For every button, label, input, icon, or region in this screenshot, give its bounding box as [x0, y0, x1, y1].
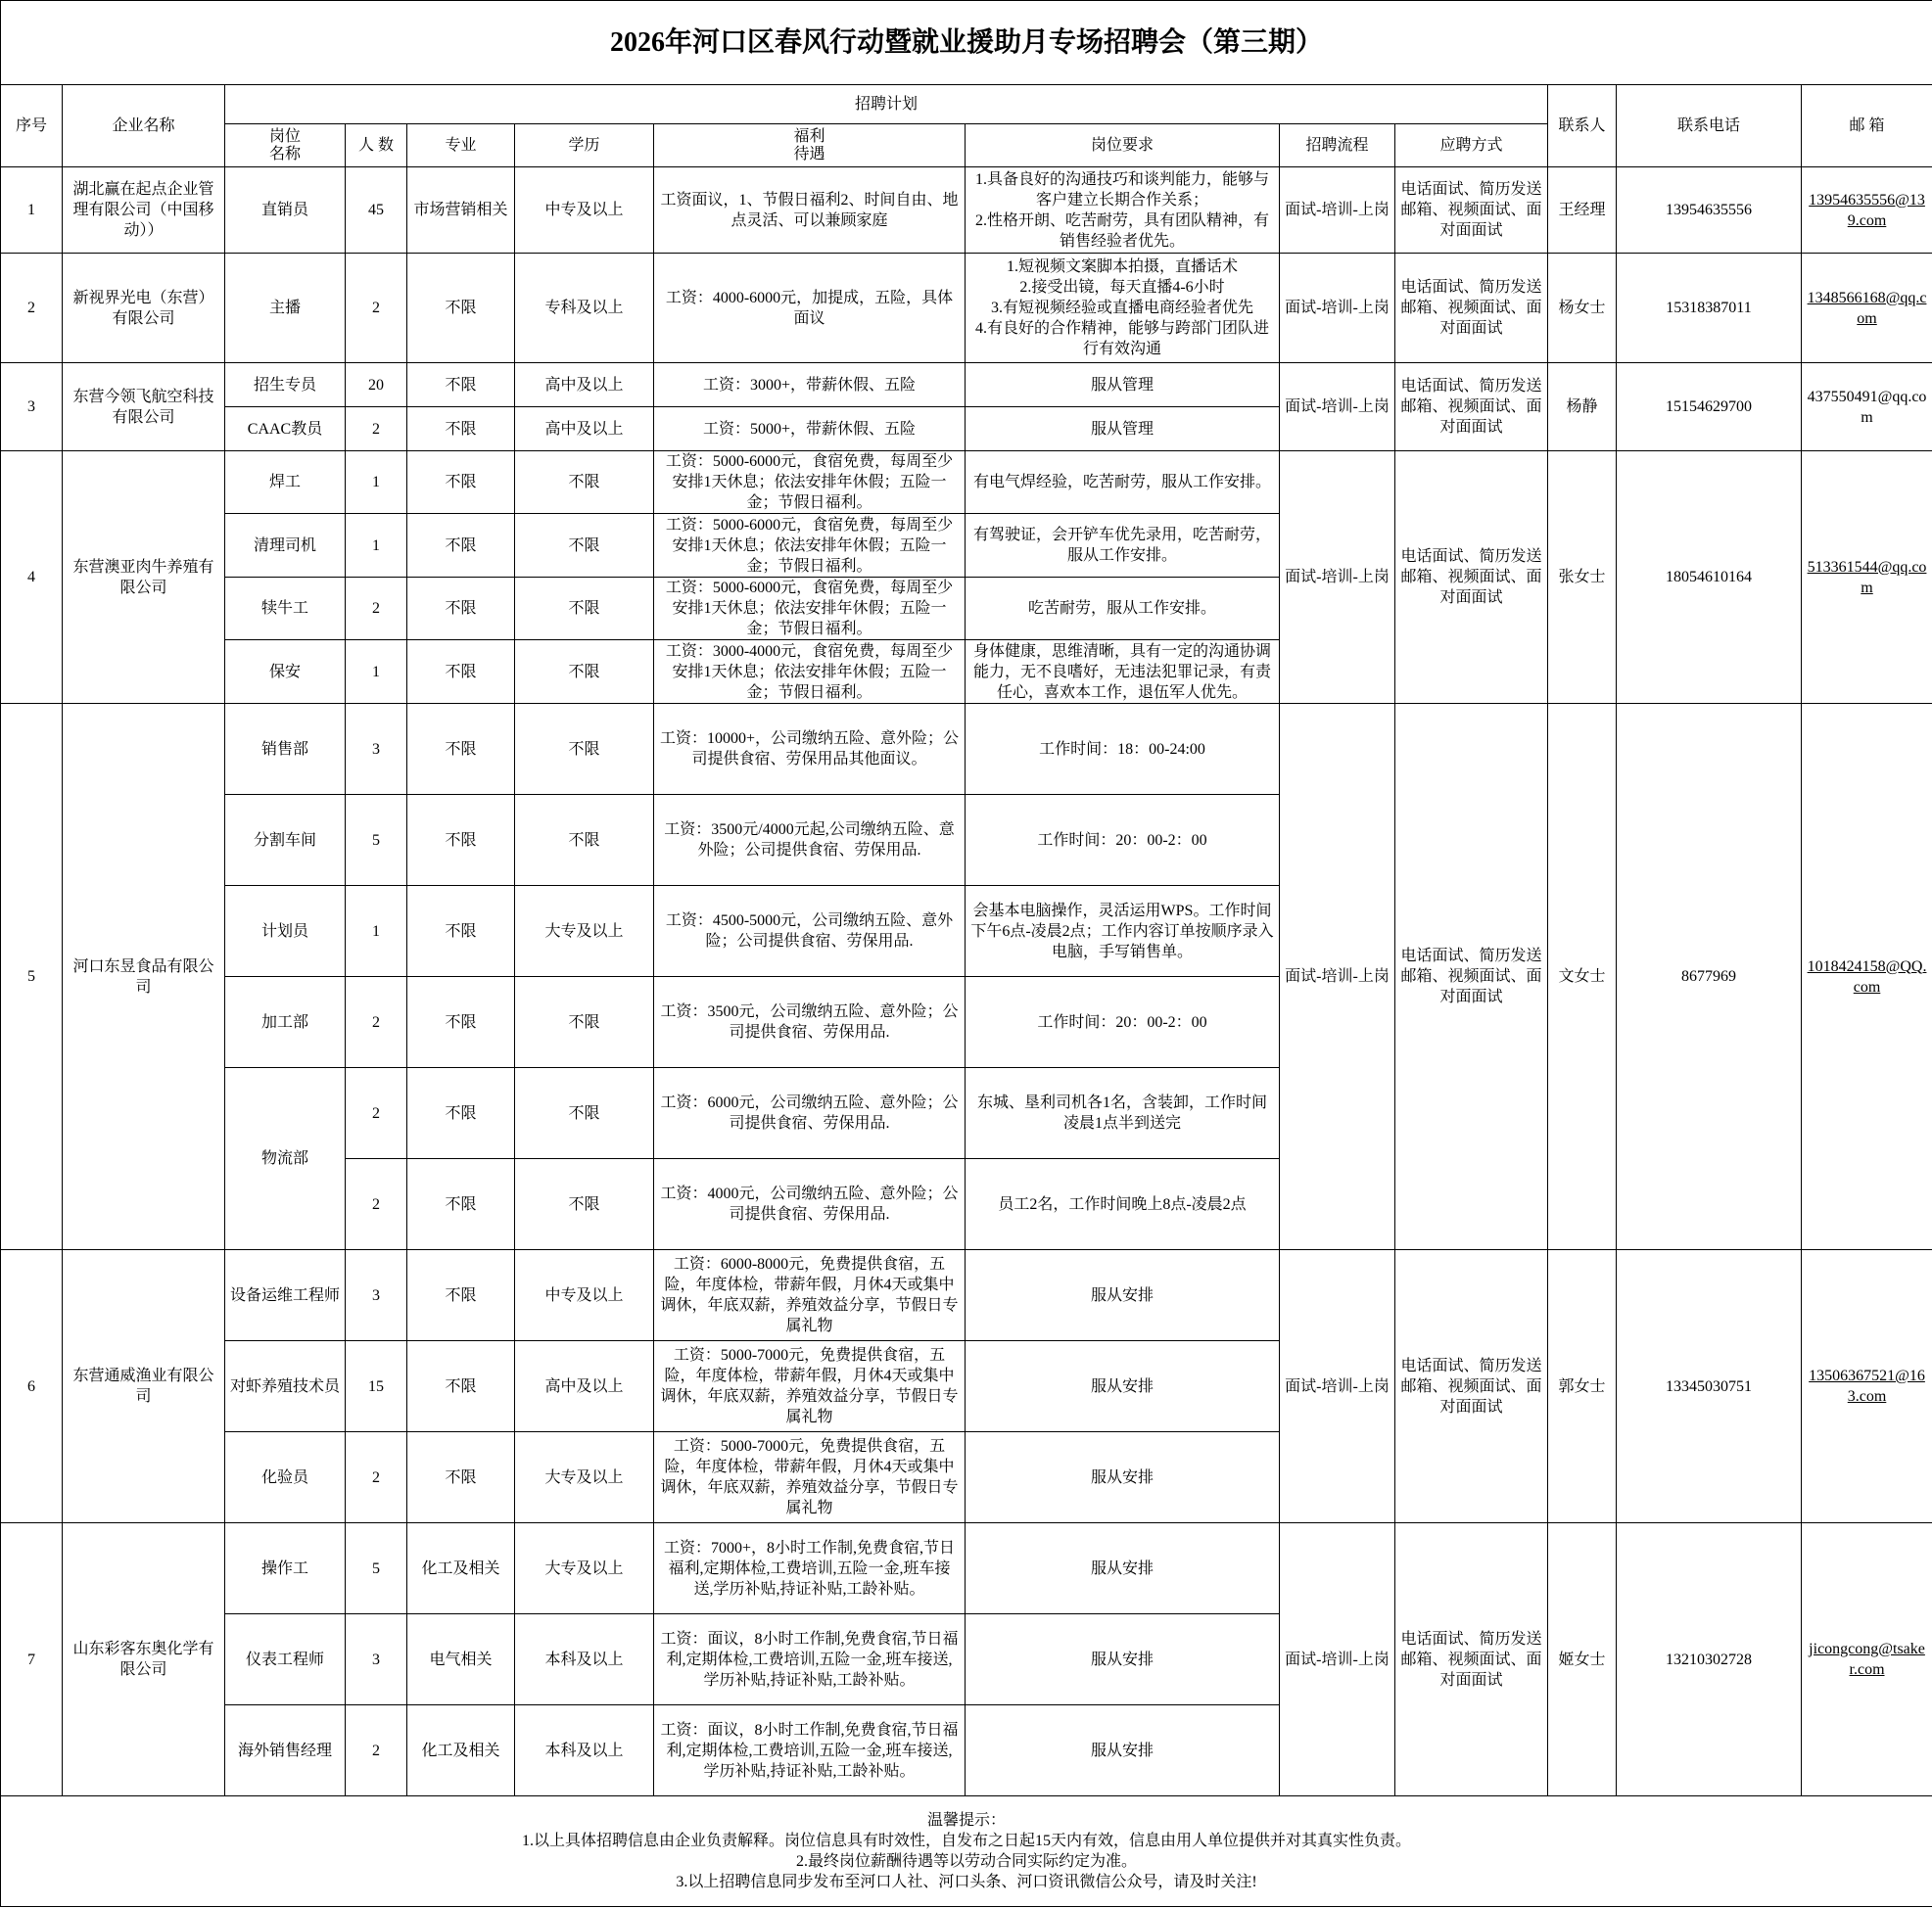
position-welfare: 工资面议，1、节假日福利2、时间自由、地点灵活、可以兼顾家庭: [654, 167, 966, 254]
position-education: 中专及以上: [515, 1250, 654, 1341]
position-count: 1: [346, 886, 407, 977]
position-title: 分割车间: [225, 795, 346, 886]
position-major: 市场营销相关: [407, 167, 515, 254]
company-number: 5: [1, 704, 63, 1250]
table-row: [1, 363, 1932, 407]
position-welfare: 工资：3000-4000元，食宿免费，每周至少安排1天休息；依法安排年休假；五险一金；节假日福利。: [654, 640, 966, 704]
position-title: 化验员: [225, 1432, 346, 1523]
header-major: 专业: [407, 124, 515, 167]
position-count: 3: [346, 1614, 407, 1705]
position-welfare: 工资：5000-7000元，免费提供食宿，五险，年度体检，带薪年假，月休4天或集中调休，年底双薪，养殖效益分享，节假日专属礼物: [654, 1341, 966, 1432]
position-education: 不限: [515, 514, 654, 578]
position-requirements: 1.短视频文案脚本拍摄，直播话术 2.接受出镜，每天直播4-6小时 3.有短视频经验或直播电商经验者优先 4.有良好的合作精神，能够与跨部门团队进行有效沟通: [966, 254, 1280, 363]
position-title: 销售部: [225, 704, 346, 795]
application-method: 电话面试、简历发送邮箱、视频面试、面对面面试: [1395, 1523, 1548, 1796]
position-major: 化工及相关: [407, 1705, 515, 1796]
application-method: 电话面试、简历发送邮箱、视频面试、面对面面试: [1395, 254, 1548, 363]
recruitment-process: 面试-培训-上岗: [1280, 363, 1395, 451]
header-count: 人 数: [346, 124, 407, 167]
position-requirements: 服从安排: [966, 1705, 1280, 1796]
position-count: 2: [346, 1432, 407, 1523]
recruitment-process: 面试-培训-上岗: [1280, 704, 1395, 1250]
company-number: 4: [1, 451, 63, 704]
contact-email: 437550491@qq.com: [1802, 363, 1932, 451]
position-major: 不限: [407, 886, 515, 977]
email-link[interactable]: jicongcong@tsaker.com: [1809, 1641, 1925, 1678]
position-welfare: 工资：4000-6000元，加提成，五险，具体面议: [654, 254, 966, 363]
recruitment-process: 面试-培训-上岗: [1280, 167, 1395, 254]
position-education: 本科及以上: [515, 1614, 654, 1705]
table-row: [1, 167, 1932, 254]
position-education: 高中及以上: [515, 363, 654, 407]
page-title: 2026年河口区春风行动暨就业援助月专场招聘会（第三期）: [1, 1, 1932, 85]
position-requirements: 有驾驶证，会开铲车优先录用，吃苦耐劳，服从工作安排。: [966, 514, 1280, 578]
application-method: 电话面试、简历发送邮箱、视频面试、面对面面试: [1395, 451, 1548, 704]
position-count: 2: [346, 407, 407, 451]
position-count: 3: [346, 704, 407, 795]
position-major: 不限: [407, 1068, 515, 1159]
position-title: 对虾养殖技术员: [225, 1341, 346, 1432]
position-education: 不限: [515, 578, 654, 640]
contact-phone: 13954635556: [1617, 167, 1802, 254]
footer-line: 1.以上具体招聘信息由企业负责解释。岗位信息具有时效性，自发布之日起15天内有效，信息由用人单位提供并对其真实性负责。: [522, 1833, 1412, 1849]
header-process: 招聘流程: [1280, 124, 1395, 167]
position-count: 5: [346, 1523, 407, 1614]
position-major: 不限: [407, 578, 515, 640]
position-welfare: 工资：5000-6000元，食宿免费，每周至少安排1天休息；依法安排年休假；五险一金；节假日福利。: [654, 451, 966, 514]
company-name: 东营澳亚肉牛养殖有限公司: [63, 451, 225, 704]
recruitment-process: 面试-培训-上岗: [1280, 1523, 1395, 1796]
position-major: 不限: [407, 1341, 515, 1432]
position-welfare: 工资：6000-8000元，免费提供食宿，五险，年度体检，带薪年假，月休4天或集中调休，年底双薪，养殖效益分享，节假日专属礼物: [654, 1250, 966, 1341]
position-education: 不限: [515, 451, 654, 514]
company-name: 河口东昱食品有限公司: [63, 704, 225, 1250]
position-welfare: 工资：5000+，带薪休假、五险: [654, 407, 966, 451]
position-count: 2: [346, 1159, 407, 1250]
contact-phone: 13210302728: [1617, 1523, 1802, 1796]
header-email: 邮 箱: [1802, 85, 1932, 167]
table-row: [1, 254, 1932, 363]
position-major: 不限: [407, 795, 515, 886]
position-requirements: 1.具备良好的沟通技巧和谈判能力，能够与客户建立长期合作关系； 2.性格开朗、吃苦耐劳，具有团队精神，有销售经验者优先。: [966, 167, 1280, 254]
contact-email: [1802, 1250, 1932, 1523]
position-welfare: 工资：5000-6000元，食宿免费，每周至少安排1天休息；依法安排年休假；五险一金；节假日福利。: [654, 514, 966, 578]
position-education: 不限: [515, 1068, 654, 1159]
position-education: 不限: [515, 640, 654, 704]
contact-person: 姬女士: [1548, 1523, 1617, 1796]
header-phone: 联系电话: [1617, 85, 1802, 167]
position-count: 15: [346, 1341, 407, 1432]
position-major: 不限: [407, 514, 515, 578]
contact-email: [1802, 254, 1932, 363]
position-requirements: 有电气焊经验，吃苦耐劳，服从工作安排。: [966, 451, 1280, 514]
position-welfare: 工资：10000+，公司缴纳五险、意外险；公司提供食宿、劳保用品其他面议。: [654, 704, 966, 795]
company-number: 2: [1, 254, 63, 363]
position-welfare: 工资：面议，8小时工作制,免费食宿,节日福利,定期体检,工费培训,五险一金,班车接送,学历补贴,持证补贴,工龄补贴。: [654, 1614, 966, 1705]
contact-email: [1802, 167, 1932, 254]
recruitment-process: 面试-培训-上岗: [1280, 1250, 1395, 1523]
position-major: 不限: [407, 1432, 515, 1523]
position-education: 不限: [515, 795, 654, 886]
position-count: 2: [346, 578, 407, 640]
position-requirements: 服从安排: [966, 1614, 1280, 1705]
position-requirements: 服从安排: [966, 1523, 1280, 1614]
contact-phone: 15154629700: [1617, 363, 1802, 451]
contact-email: [1802, 704, 1932, 1250]
position-welfare: 工资：5000-6000元，食宿免费，每周至少安排1天休息；依法安排年休假；五险一金；节假日福利。: [654, 578, 966, 640]
header-position: 岗位 名称: [225, 124, 346, 167]
footer-row: [1, 1796, 1932, 1907]
position-major: 不限: [407, 977, 515, 1068]
position-welfare: 工资：5000-7000元，免费提供食宿，五险，年度体检，带薪年假，月休4天或集中调休，年底双薪，养殖效益分享，节假日专属礼物: [654, 1432, 966, 1523]
contact-person: 文女士: [1548, 704, 1617, 1250]
position-education: 不限: [515, 977, 654, 1068]
company-number: 6: [1, 1250, 63, 1523]
position-title: 物流部: [225, 1068, 346, 1250]
position-education: 不限: [515, 1159, 654, 1250]
table-row: [1, 1250, 1932, 1341]
footer-line: 3.以上招聘信息同步发布至河口人社、河口头条、河口资讯微信公众号，请及时关注!: [676, 1874, 1257, 1890]
position-title: 犊牛工: [225, 578, 346, 640]
position-education: 高中及以上: [515, 1341, 654, 1432]
header-no: 序号: [1, 85, 63, 167]
company-name: 新视界光电（东营）有限公司: [63, 254, 225, 363]
position-requirements: 工作时间：20：00-2：00: [966, 977, 1280, 1068]
position-major: 化工及相关: [407, 1523, 515, 1614]
position-requirements: 工作时间：18：00-24:00: [966, 704, 1280, 795]
position-major: 不限: [407, 1250, 515, 1341]
position-welfare: 工资：3000+，带薪休假、五险: [654, 363, 966, 407]
email-link[interactable]: 1348566168@qq.com: [1807, 289, 1927, 327]
position-title: 招生专员: [225, 363, 346, 407]
position-requirements: 服从安排: [966, 1432, 1280, 1523]
position-requirements: 东城、垦利司机各1名，含装卸，工作时间凌晨1点半到送完: [966, 1068, 1280, 1159]
position-requirements: 服从安排: [966, 1341, 1280, 1432]
contact-email: [1802, 1523, 1932, 1796]
position-title: 主播: [225, 254, 346, 363]
position-requirements: 会基本电脑操作，灵活运用WPS。工作时间下午6点-凌晨2点；工作内容订单按顺序录入电脑，手写销售单。: [966, 886, 1280, 977]
position-major: 不限: [407, 451, 515, 514]
position-education: 大专及以上: [515, 1523, 654, 1614]
position-education: 不限: [515, 704, 654, 795]
position-requirements: 身体健康，思维清晰，具有一定的沟通协调能力，无不良嗜好，无违法犯罪记录，有责任心，喜欢本工作，退伍军人优先。: [966, 640, 1280, 704]
position-title: CAAC教员: [225, 407, 346, 451]
contact-email: [1802, 451, 1932, 704]
email-link[interactable]: 13506367521@163.com: [1809, 1368, 1925, 1405]
contact-person: 王经理: [1548, 167, 1617, 254]
position-welfare: 工资：3500元/4000元起,公司缴纳五险、意外险；公司提供食宿、劳保用品.: [654, 795, 966, 886]
position-title: 清理司机: [225, 514, 346, 578]
position-education: 本科及以上: [515, 1705, 654, 1796]
position-title: 计划员: [225, 886, 346, 977]
contact-phone: 13345030751: [1617, 1250, 1802, 1523]
company-name: 东营今领飞航空科技有限公司: [63, 363, 225, 451]
application-method: 电话面试、简历发送邮箱、视频面试、面对面面试: [1395, 1250, 1548, 1523]
position-title: 焊工: [225, 451, 346, 514]
position-count: 1: [346, 451, 407, 514]
position-major: 不限: [407, 407, 515, 451]
position-count: 3: [346, 1250, 407, 1341]
header-requirements: 岗位要求: [966, 124, 1280, 167]
recruitment-process: 面试-培训-上岗: [1280, 254, 1395, 363]
position-title: 设备运维工程师: [225, 1250, 346, 1341]
application-method: 电话面试、简历发送邮箱、视频面试、面对面面试: [1395, 167, 1548, 254]
position-count: 20: [346, 363, 407, 407]
contact-person: 杨静: [1548, 363, 1617, 451]
position-count: 45: [346, 167, 407, 254]
position-requirements: 工作时间：20：00-2：00: [966, 795, 1280, 886]
company-name: 山东彩客东奥化学有限公司: [63, 1523, 225, 1796]
header-education: 学历: [515, 124, 654, 167]
table-row: [1, 451, 1932, 514]
header-contact: 联系人: [1548, 85, 1617, 167]
position-welfare: 工资：7000+，8小时工作制,免费食宿,节日福利,定期体检,工费培训,五险一金,班车接送,学历补贴,持证补贴,工龄补贴。: [654, 1523, 966, 1614]
header-welfare: 福利 待遇: [654, 124, 966, 167]
application-method: 电话面试、简历发送邮箱、视频面试、面对面面试: [1395, 704, 1548, 1250]
position-welfare: 工资：面议，8小时工作制,免费食宿,节日福利,定期体检,工费培训,五险一金,班车接送,学历补贴,持证补贴,工龄补贴。: [654, 1705, 966, 1796]
position-education: 中专及以上: [515, 167, 654, 254]
position-welfare: 工资：3500元，公司缴纳五险、意外险；公司提供食宿、劳保用品.: [654, 977, 966, 1068]
email-link[interactable]: 1018424158@QQ.com: [1807, 957, 1927, 996]
position-major: 不限: [407, 704, 515, 795]
footer-notice: [1, 1796, 1932, 1907]
recruitment-process: 面试-培训-上岗: [1280, 451, 1395, 704]
contact-person: 杨女士: [1548, 254, 1617, 363]
position-major: 不限: [407, 254, 515, 363]
table-row: [1, 704, 1932, 795]
position-education: 大专及以上: [515, 886, 654, 977]
position-title: 直销员: [225, 167, 346, 254]
company-number: 3: [1, 363, 63, 451]
company-number: 7: [1, 1523, 63, 1796]
position-education: 大专及以上: [515, 1432, 654, 1523]
position-requirements: 服从安排: [966, 1250, 1280, 1341]
position-requirements: 服从管理: [966, 407, 1280, 451]
position-count: 2: [346, 254, 407, 363]
header-plan: 招聘计划: [225, 85, 1548, 124]
position-welfare: 工资：4500-5000元，公司缴纳五险、意外险；公司提供食宿、劳保用品.: [654, 886, 966, 977]
contact-person: 郭女士: [1548, 1250, 1617, 1523]
position-major: 不限: [407, 363, 515, 407]
email-link[interactable]: 13954635556@139.com: [1809, 191, 1925, 229]
position-major: 电气相关: [407, 1614, 515, 1705]
contact-phone: 18054610164: [1617, 451, 1802, 704]
contact-phone: 15318387011: [1617, 254, 1802, 363]
position-title: 操作工: [225, 1523, 346, 1614]
footer-line: 2.最终岗位薪酬待遇等以劳动合同实际约定为准。: [796, 1853, 1138, 1870]
position-education: 专科及以上: [515, 254, 654, 363]
position-count: 1: [346, 640, 407, 704]
table-row: [1, 1523, 1932, 1614]
position-count: 2: [346, 1705, 407, 1796]
position-major: 不限: [407, 1159, 515, 1250]
position-title: 仪表工程师: [225, 1614, 346, 1705]
company-number: 1: [1, 167, 63, 254]
position-welfare: 工资：4000元，公司缴纳五险、意外险；公司提供食宿、劳保用品.: [654, 1159, 966, 1250]
position-major: 不限: [407, 640, 515, 704]
footer-heading: 温馨提示：: [927, 1812, 1007, 1829]
position-welfare: 工资：6000元，公司缴纳五险、意外险；公司提供食宿、劳保用品.: [654, 1068, 966, 1159]
position-education: 高中及以上: [515, 407, 654, 451]
header-company: 企业名称: [63, 85, 225, 167]
position-requirements: 服从管理: [966, 363, 1280, 407]
position-title: 保安: [225, 640, 346, 704]
position-title: 加工部: [225, 977, 346, 1068]
position-requirements: 吃苦耐劳，服从工作安排。: [966, 578, 1280, 640]
company-name: 东营通威渔业有限公司: [63, 1250, 225, 1523]
position-requirements: 员工2名，工作时间晚上8点-凌晨2点: [966, 1159, 1280, 1250]
contact-phone: 8677969: [1617, 704, 1802, 1250]
email-link[interactable]: 513361544@qq.com: [1807, 558, 1927, 596]
position-count: 1: [346, 514, 407, 578]
application-method: 电话面试、简历发送邮箱、视频面试、面对面面试: [1395, 363, 1548, 451]
position-count: 5: [346, 795, 407, 886]
position-title: 海外销售经理: [225, 1705, 346, 1796]
contact-person: 张女士: [1548, 451, 1617, 704]
position-count: 2: [346, 1068, 407, 1159]
company-name: 湖北赢在起点企业管理有限公司（中国移动））: [63, 167, 225, 254]
header-method: 应聘方式: [1395, 124, 1548, 167]
position-count: 2: [346, 977, 407, 1068]
